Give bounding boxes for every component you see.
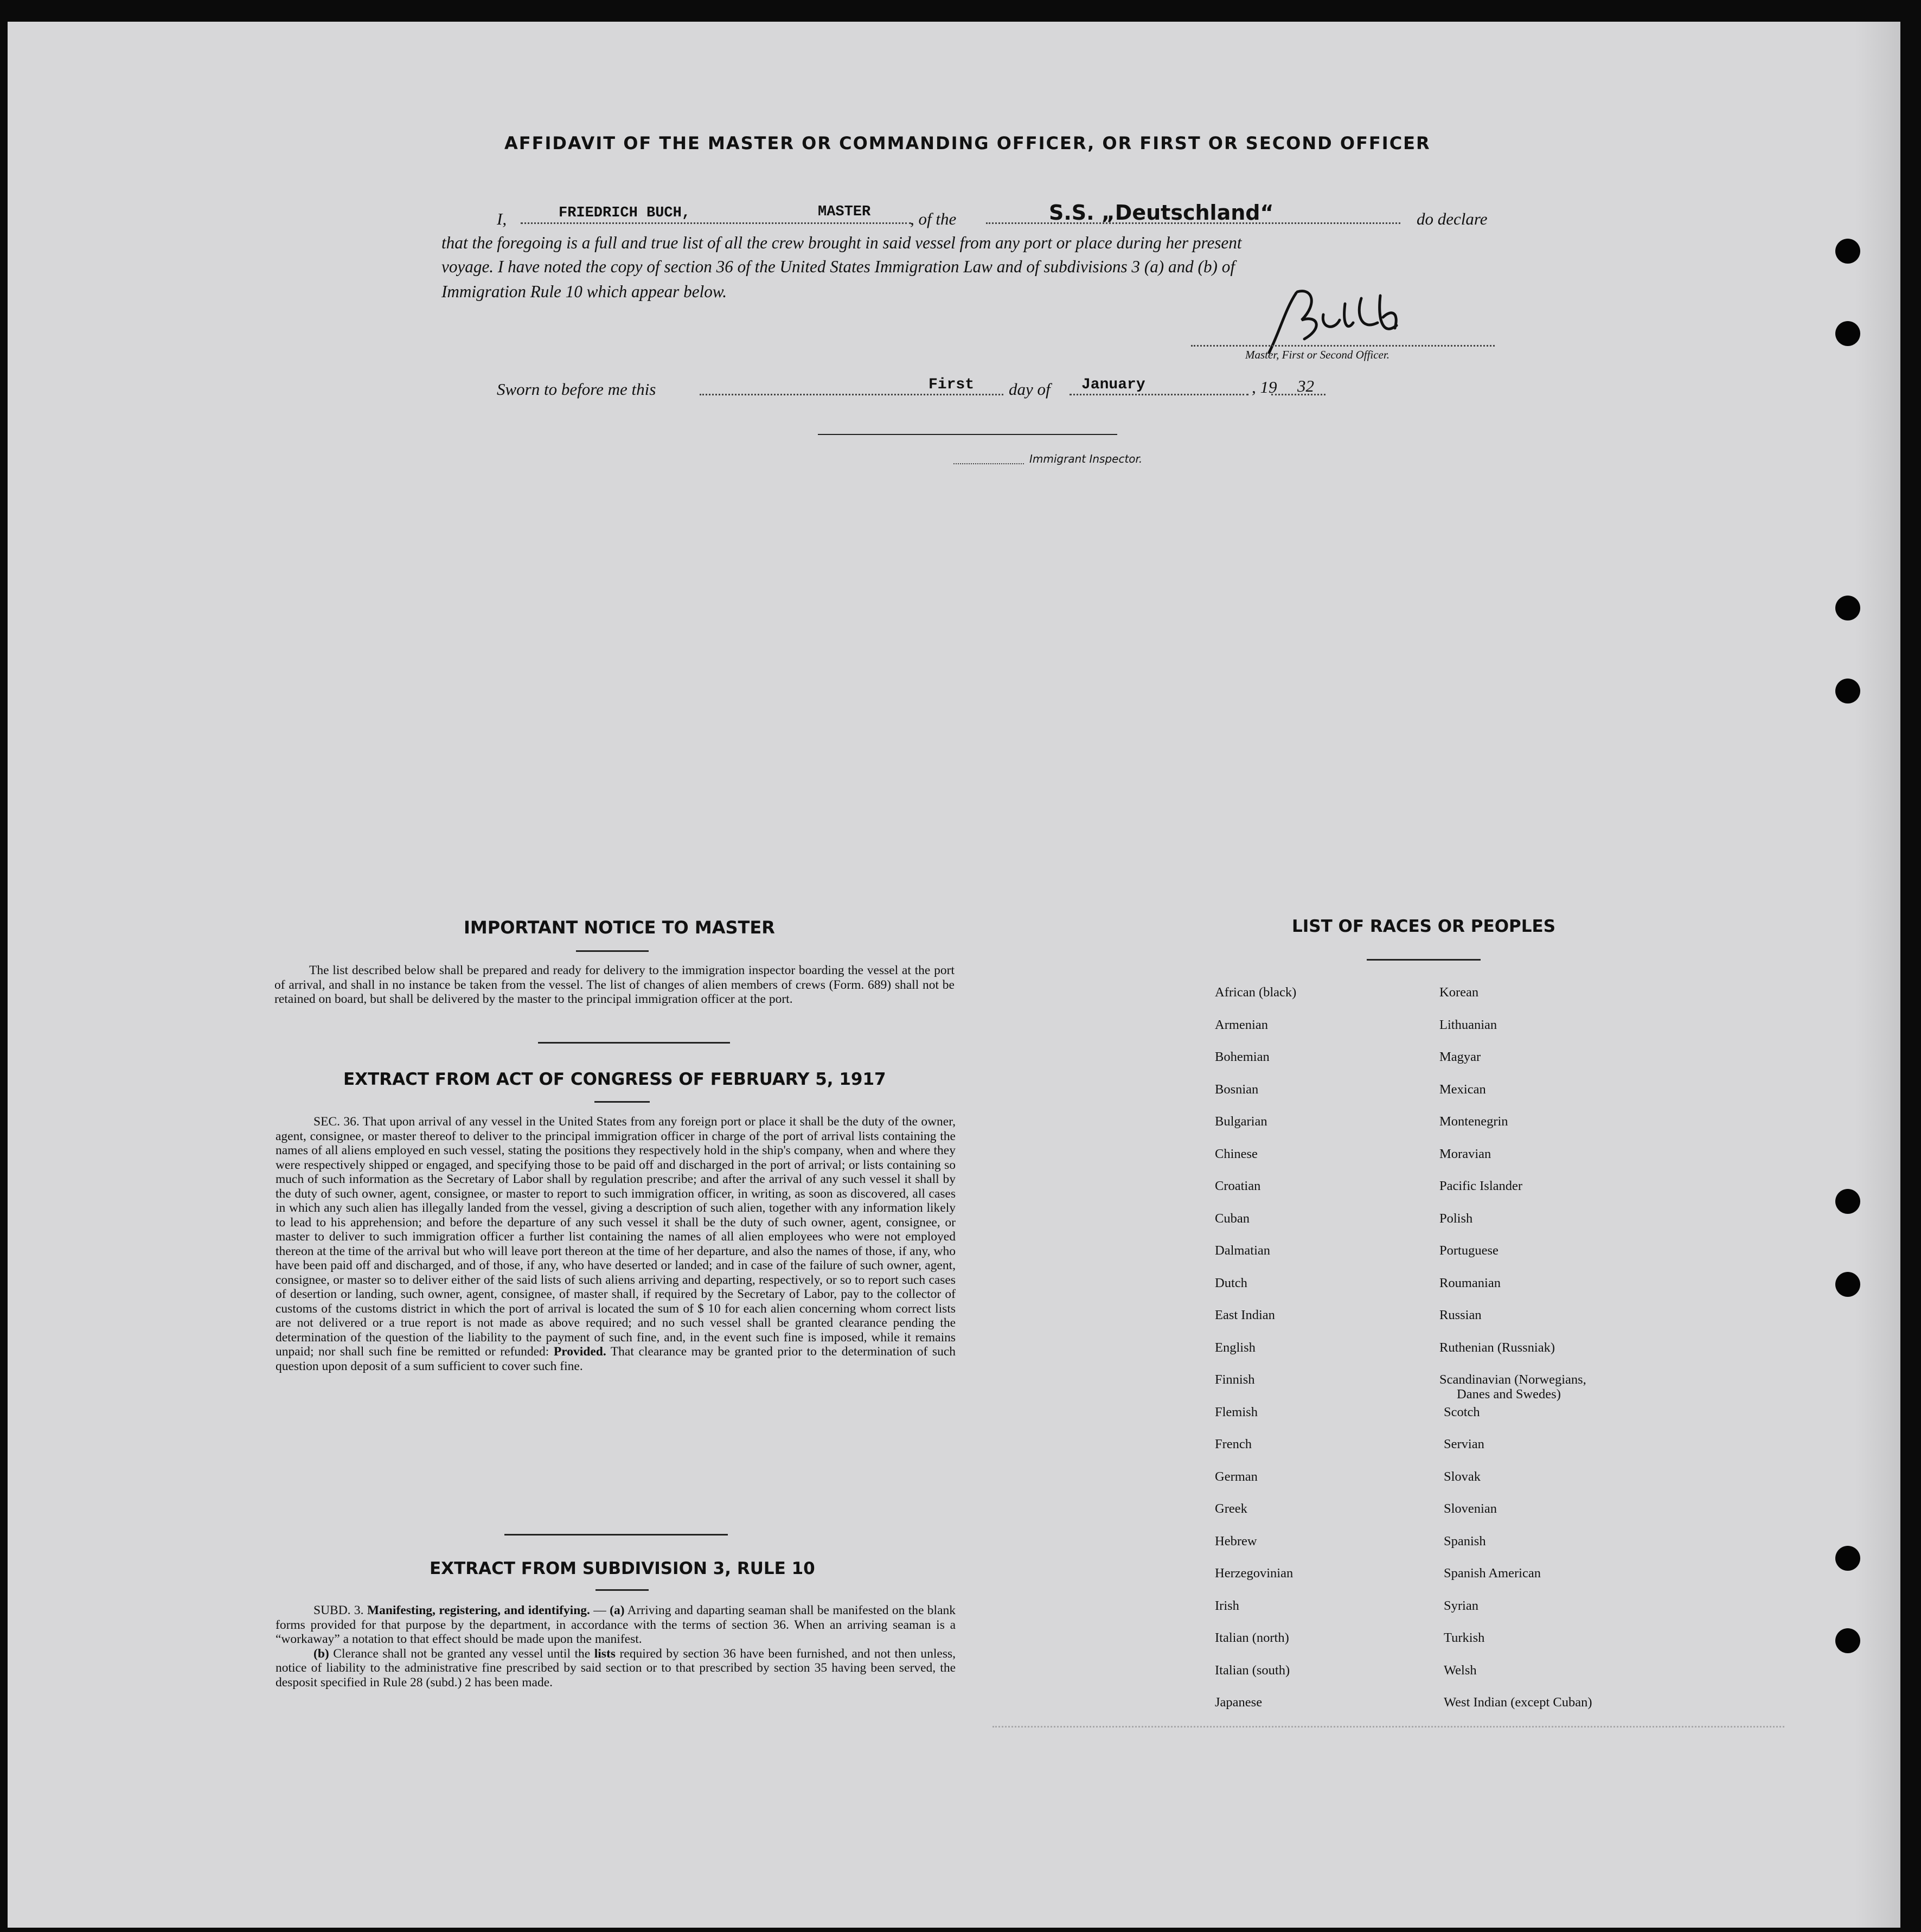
name-line — [521, 222, 911, 224]
b-text-1: Clerance shall not be granted any vessel until the — [333, 1646, 591, 1661]
sworn-day: First — [929, 376, 975, 393]
race-item: Lithuanian — [1439, 1017, 1497, 1032]
notice-text: The list described below shall be prepared and ready for delivery to the immigration inspector boarding the vessel at the port of arrival, and shall in no instance be taken from the vessel. The list of changes of alien members of crews (Form. 689) shall not be retained on board, but shall be delivered by the master to the principal immigration officer at the port. — [274, 963, 955, 1006]
race-item: Greek — [1215, 1501, 1247, 1516]
binder-hole — [1835, 1628, 1860, 1653]
binder-hole — [1835, 1546, 1860, 1571]
provided-label: Provided. — [553, 1345, 606, 1359]
race-item: Armenian — [1215, 1017, 1268, 1032]
race-item: Italian (south) — [1215, 1662, 1290, 1678]
act-heading: EXTRACT FROM ACT OF CONGRESS OF FEBRUARY 5, 1917 — [343, 1070, 886, 1089]
race-item-extra: Danes and Swedes) — [1457, 1387, 1561, 1402]
rule-text: SUBD. 3. Manifesting, registering, and identifying. — (a) Arriving and daparting seaman shall be manifested on the blank forms provided for that purpose by the department, in accordance with the terms of section 36. When an arriving seaman is a “workaway” a notation to that effect should be made upon the manifest. (b) Clerance shall not be granted any vessel until the lists required by section 36 have been furnished, and not then unless, notice of liability to the administrative fine prescribed by said section or to that prescribed by section 35 having been served, the desposit specified in Rule 28 (subd.) 2 has been made. — [276, 1603, 956, 1690]
day-of-label: day of — [1009, 380, 1051, 399]
vessel-name: S.S. „Deutschland“ — [1049, 201, 1274, 225]
race-item: Servian — [1444, 1437, 1484, 1451]
a-label: (a) — [610, 1603, 625, 1617]
race-item: East Indian — [1215, 1308, 1275, 1322]
race-item: French — [1215, 1437, 1252, 1451]
notice-divider — [538, 1042, 730, 1044]
race-item: Dutch — [1215, 1275, 1247, 1290]
race-item: English — [1215, 1340, 1256, 1355]
race-item: Herzegovinian — [1215, 1566, 1294, 1581]
a-text: Arriving and daparting seaman shall be manifested on the blank forms provided for that purpose by the department, in accordance with the terms of section 36. When an arriving seaman is a “workaway” a notation to that effect should be made upon the manifest. — [276, 1603, 956, 1646]
race-item: Irish — [1215, 1598, 1239, 1613]
race-item: Dalmatian — [1215, 1243, 1271, 1258]
race-item: Portuguese — [1439, 1243, 1499, 1258]
race-item: Slovenian — [1444, 1501, 1497, 1516]
race-item: Magyar — [1439, 1050, 1481, 1064]
month-line — [1070, 394, 1248, 395]
race-item: Scotch — [1444, 1404, 1480, 1419]
race-item: Japanese — [1215, 1695, 1263, 1710]
race-item: Finnish — [1215, 1372, 1255, 1387]
inspector-dots — [953, 463, 1024, 464]
act-body-end: That clearance may be granted prior to the determination of such question upon deposit of a sum sufficient to cover such fine. — [276, 1345, 956, 1373]
do-declare-label: do declare — [1417, 209, 1488, 228]
race-item: Chinese — [1215, 1146, 1258, 1161]
rule-heading: EXTRACT FROM SUBDIVISION 3, RULE 10 — [430, 1559, 815, 1578]
race-item: Bohemian — [1215, 1050, 1270, 1064]
act-text — [276, 1115, 956, 1373]
sworn-label: Sworn to before me this — [497, 380, 656, 399]
race-item: West Indian (except Cuban) — [1444, 1695, 1592, 1710]
act-rule — [594, 1101, 650, 1103]
signature-caption: Master, First or Second Officer. — [1245, 348, 1389, 361]
race-item: Spanish — [1444, 1533, 1486, 1549]
rule-rule — [595, 1589, 649, 1591]
race-item: Bulgarian — [1215, 1114, 1267, 1129]
races-rule — [1367, 959, 1481, 961]
affidavit-line-3: voyage. I have noted the copy of section 36 of the United States Immigration Law and of subdivisions 3 (a) and (b) of — [441, 257, 1235, 276]
races-heading: LIST OF RACES OR PEOPLES — [1292, 917, 1556, 936]
b-text-2: required by section 36 have been furnished, and not then unless, notice of liability to the administrative fine prescribed by said section or to that prescribed by section 35 having been served, the desposit specified in Rule 28 (subd.) 2 has been made. — [276, 1646, 956, 1690]
subd-title: Manifesting, registering, and identifying. — [367, 1603, 590, 1617]
b-lists: lists — [594, 1646, 616, 1661]
year-prefix: , 19 — [1252, 378, 1277, 396]
binder-hole — [1835, 239, 1860, 264]
notice-heading: IMPORTANT NOTICE TO MASTER — [464, 917, 775, 938]
race-item: African (black) — [1215, 985, 1297, 1000]
subd-label: SUBD. 3. — [313, 1603, 364, 1617]
binder-hole — [1835, 321, 1860, 346]
officer-name: FRIEDRICH BUCH, — [559, 205, 691, 221]
race-item: Scandinavian (Norwegians, — [1439, 1372, 1586, 1387]
race-item: Turkish — [1444, 1630, 1485, 1645]
race-item: Moravian — [1439, 1146, 1491, 1161]
race-item: Welsh — [1444, 1662, 1477, 1678]
binder-hole — [1835, 596, 1860, 620]
binder-hole — [1835, 1272, 1860, 1297]
year-line — [1271, 394, 1326, 395]
race-item: Ruthenian (Russniak) — [1439, 1340, 1555, 1355]
race-item: Roumanian — [1439, 1275, 1501, 1290]
race-item: Slovak — [1444, 1469, 1481, 1484]
affidavit-title: AFFIDAVIT OF THE MASTER OR COMMANDING OFFICER, OR FIRST OR SECOND OFFICER — [504, 133, 1431, 153]
of-the-label: , of the — [910, 209, 957, 228]
race-item: Croatian — [1215, 1179, 1261, 1193]
act-divider — [504, 1534, 728, 1536]
race-item: Mexican — [1439, 1082, 1486, 1097]
race-item: Spanish American — [1444, 1566, 1541, 1581]
affidavit-line-2: that the foregoing is a full and true list of all the crew brought in said vessel from any port or place during her present — [441, 233, 1242, 252]
binder-hole — [1835, 679, 1860, 703]
race-item: Korean — [1439, 985, 1479, 1000]
race-item: Syrian — [1444, 1598, 1478, 1613]
sworn-day-line — [700, 394, 1003, 395]
sworn-month: January — [1081, 376, 1145, 393]
race-item: Cuban — [1215, 1211, 1250, 1226]
affidavit-line-4: Immigration Rule 10 which appear below. — [441, 282, 727, 301]
inspector-caption: Immigrant Inspector. — [1029, 452, 1143, 465]
officer-rank: MASTER — [818, 204, 871, 220]
year-suffix: 32 — [1297, 376, 1314, 395]
race-item: Flemish — [1215, 1404, 1258, 1419]
race-item: Hebrew — [1215, 1533, 1257, 1549]
race-item: German — [1215, 1469, 1258, 1484]
race-item: Russian — [1439, 1308, 1482, 1322]
i-label: I, — [497, 209, 507, 228]
act-body: SEC. 36. That upon arrival of any vessel in the United States from any foreign port or place it shall be the duty of the owner, agent, consignee, or master thereof to deliver to the principal immigration officer in charge of the port of arrival lists containing the names of all aliens employed en such vessel, stating the positions they respectively hold in the ship's company, when and where they were respectively shipped or engaged, and specifying those to be paid off and discharged in the port of arrival; or lists containing so much of such information as the Secretary of Labor shall by regulation prescribe; and after the arrival of any such vessel it shall by the duty of such owner, agent, consignee, or master to report to such immigration officer, in writing, as soon as discovered, all cases in which any such alien has illegally landed from the vessel, giving a description of such alien, together with any information likely to lead to his apprehension; and before the departure of any such vessel it shall be the duty of such owner, agent, consignee, or master to deliver to such immigration officer a further list containing the names of all alien employees who were not employed thereon at the time of the arrival but who will leave port thereon at the time of her departure, and also the names of those, if any, who have been paid off and discharged, and of those, if any, who have deserted or landed; and in case of the failure of such owner, agent, consignee, or master so to deliver either of the said lists of such aliens arriving and departing, respectively, or so to report such cases of desertion or landing, such owner, agent, consignee, of master shall, if required by the Secretary of Labor, pay to the collector of customs of the customs district in which the port of arrival is located the sum of $ 10 for each alien concerning whom correct lists are not delivered or a true report is not made as above required; and no such vessel shall be granted clearance pending the determination of the question of the liability to the payment of such fine, and, in the event such fine is imposed, while it remains unpaid; nor shall such fine be remitted or refunded: — [276, 1115, 956, 1359]
race-item: Polish — [1439, 1211, 1473, 1226]
race-item: Bosnian — [1215, 1082, 1259, 1097]
signature-line — [1191, 345, 1495, 347]
race-item: Montenegrin — [1439, 1114, 1508, 1129]
notice-rule — [576, 950, 649, 952]
race-item: Pacific Islander — [1439, 1179, 1523, 1193]
inspector-line — [818, 434, 1117, 435]
binder-hole — [1835, 1189, 1860, 1214]
b-label: (b) — [313, 1646, 329, 1661]
race-item: Italian (north) — [1215, 1630, 1289, 1645]
